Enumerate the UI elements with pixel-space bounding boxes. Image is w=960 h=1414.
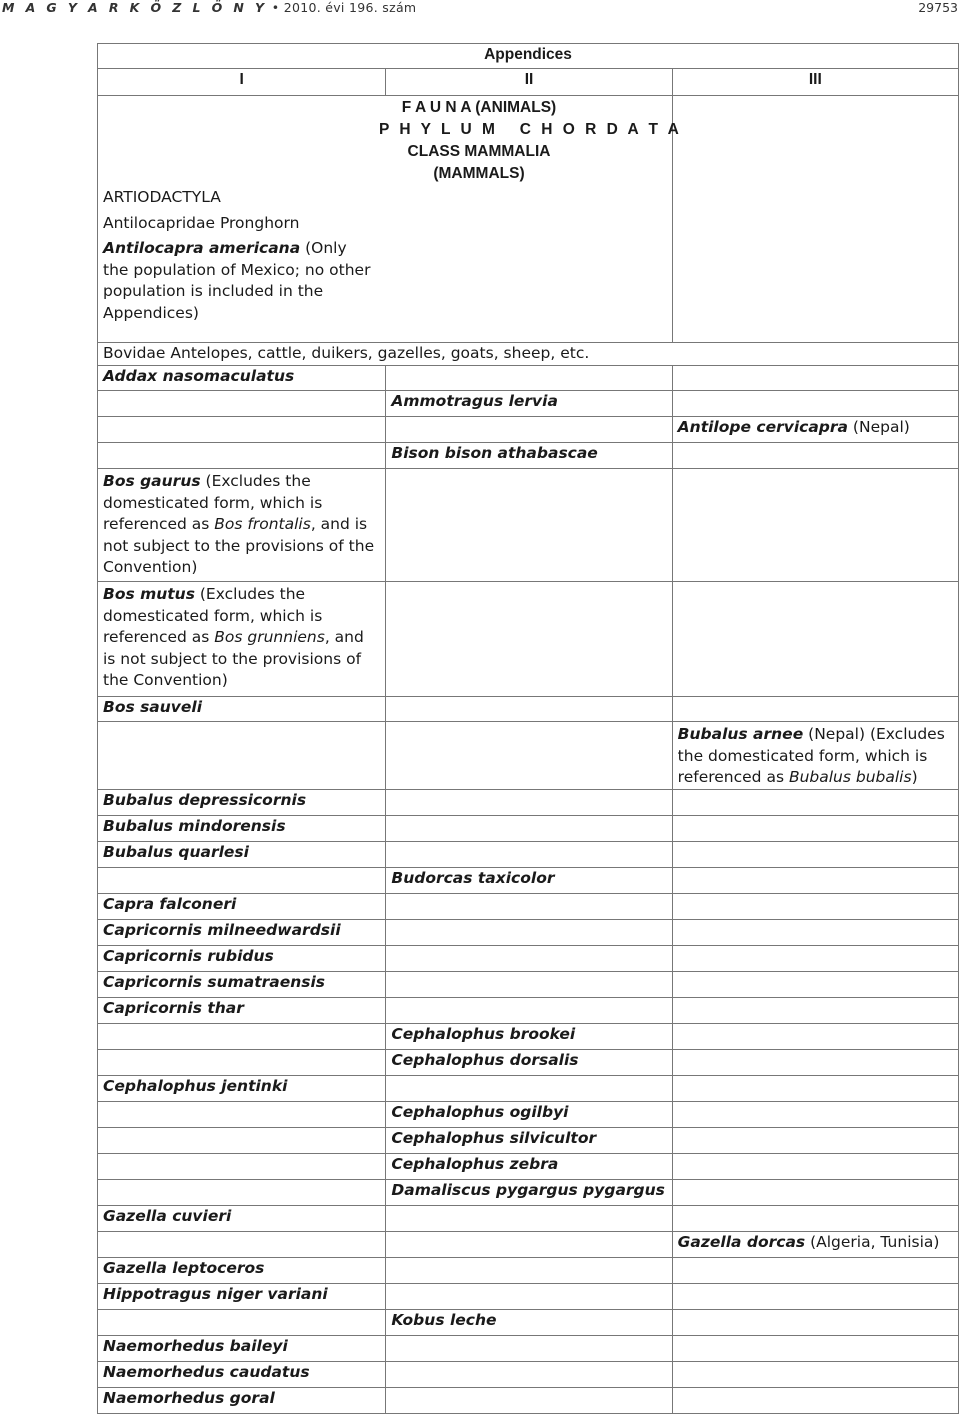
fauna-heading	[379, 97, 682, 185]
row	[98, 1309, 959, 1335]
header-bullet: •	[271, 0, 280, 15]
species-name: Damaliscus pygargus pygargus	[391, 1180, 665, 1199]
species-name: Bubalus quarlesi	[103, 842, 249, 861]
class-common-line: (MAMMALS)	[433, 165, 525, 182]
row	[98, 1335, 959, 1361]
row	[98, 815, 959, 841]
species-name: Bos sauveli	[103, 698, 203, 716]
row	[98, 469, 959, 582]
species-note: )	[911, 768, 918, 787]
family-bovidae: Bovidae Antelopes, cattle, duikers, gazelles, goats, sheep, etc.	[98, 343, 959, 366]
species-name: Gazella dorcas	[677, 1232, 806, 1251]
species-note: , and is not subject to the provisions of the Convention)	[103, 628, 364, 690]
appendix-iii-cell	[672, 96, 958, 343]
row	[98, 443, 959, 469]
page-number: 29753	[918, 0, 958, 15]
column-header-ii: II	[386, 69, 672, 96]
row	[98, 789, 959, 815]
row	[98, 417, 959, 443]
row	[98, 1257, 959, 1283]
species-name: Capricornis milneedwardsii	[103, 920, 341, 939]
species-note: (Only the population of Mexico; no other population is included in the Appendices)	[103, 239, 371, 322]
species-name: Capra falconeri	[103, 894, 237, 913]
species-name: Capricornis rubidus	[103, 946, 274, 965]
species-name: Naemorhedus goral	[103, 1388, 275, 1407]
row	[98, 841, 959, 867]
species-name: Ammotragus lervia	[391, 392, 558, 410]
issue-label: 2010. évi 196. szám	[283, 0, 417, 15]
journal-title: M A G Y A R K Ö Z L Ö N Y	[2, 0, 268, 15]
row	[98, 971, 959, 997]
row	[98, 1023, 959, 1049]
row	[98, 1153, 959, 1179]
species-name: Gazella leptoceros	[103, 1258, 265, 1277]
species-name: Budorcas taxicolor	[391, 868, 555, 887]
row	[98, 1387, 959, 1413]
fauna-line: F A U N A (ANIMALS)	[401, 99, 557, 116]
species-name: Antilocapra americana	[103, 239, 301, 258]
species-name: Bubalus mindorensis	[103, 816, 286, 835]
appendices-header-row	[98, 44, 959, 69]
species-note: (Excludes the domesticated form, which is referenced as	[103, 585, 323, 647]
species-note: (Nepal)	[848, 418, 910, 436]
species-name: Naemorhedus baileyi	[103, 1336, 288, 1355]
species-note: (Excludes the domesticated form, which is referenced as	[103, 472, 323, 534]
row	[98, 722, 959, 790]
row	[98, 582, 959, 697]
row	[98, 867, 959, 893]
row	[98, 945, 959, 971]
species-name: Bubalus depressicornis	[103, 790, 307, 809]
row	[98, 697, 959, 722]
row	[98, 893, 959, 919]
species-name: Bos mutus	[103, 585, 195, 603]
row	[98, 1075, 959, 1101]
species-entry	[103, 238, 373, 324]
order-label: ARTIODACTYLA	[103, 188, 221, 206]
column-header-row	[98, 69, 959, 96]
appendices-table	[97, 43, 959, 1414]
row	[98, 1283, 959, 1309]
row	[98, 1101, 959, 1127]
species-ref: Bos grunniens	[214, 628, 325, 647]
species-name: Naemorhedus caudatus	[103, 1362, 310, 1381]
running-header	[2, 0, 416, 15]
species-name: Antilope cervicapra	[677, 418, 848, 436]
row	[98, 997, 959, 1023]
row	[98, 1049, 959, 1075]
appendices-title: Appendices	[98, 44, 959, 69]
row	[98, 919, 959, 945]
species-name: Capricornis sumatraensis	[103, 972, 326, 991]
species-name: Gazella cuvieri	[103, 1206, 232, 1225]
row	[98, 366, 959, 391]
species-name: Addax nasomaculatus	[103, 367, 295, 385]
species-name: Kobus leche	[391, 1310, 497, 1329]
species-name: Cephalophus ogilbyi	[391, 1102, 569, 1121]
species-name: Bison bison athabascae	[391, 444, 598, 462]
species-name: Cephalophus jentinki	[103, 1076, 288, 1095]
species-name: Cephalophus zebra	[391, 1154, 559, 1173]
phylum-line: P H Y L U M C H O R D A T A	[379, 121, 682, 138]
species-name: Bubalus arnee	[677, 725, 804, 743]
antilocapridae-block	[103, 187, 373, 325]
species-ref: Bos frontalis	[214, 515, 311, 534]
class-line: CLASS MAMMALIA	[407, 143, 551, 160]
row	[98, 1205, 959, 1231]
row	[98, 1231, 959, 1257]
species-name: Cephalophus brookei	[391, 1024, 576, 1043]
species-name: Cephalophus dorsalis	[391, 1050, 579, 1069]
row	[98, 391, 959, 417]
row	[98, 1179, 959, 1205]
species-note: (Algeria, Tunisia)	[805, 1232, 940, 1251]
row	[98, 1361, 959, 1387]
species-note: , and is not subject to the provisions of the Convention)	[103, 515, 375, 577]
column-header-i: I	[98, 69, 386, 96]
species-name: Cephalophus silvicultor	[391, 1128, 597, 1147]
fauna-heading-cell	[98, 96, 682, 343]
row	[98, 1127, 959, 1153]
species-name: Bos gaurus	[103, 472, 201, 490]
species-ref: Bubalus bubalis	[788, 768, 912, 787]
fauna-heading-row	[98, 96, 959, 343]
species-name: Capricornis thar	[103, 998, 244, 1017]
species-name: Hippotragus niger variani	[103, 1284, 328, 1303]
column-header-iii: III	[672, 69, 958, 96]
family-row	[98, 343, 959, 366]
family-antilocapridae: Antilocapridae Pronghorn	[103, 213, 300, 232]
species-note: (Nepal) (Excludes the domesticated form, which is referenced as	[677, 725, 945, 787]
